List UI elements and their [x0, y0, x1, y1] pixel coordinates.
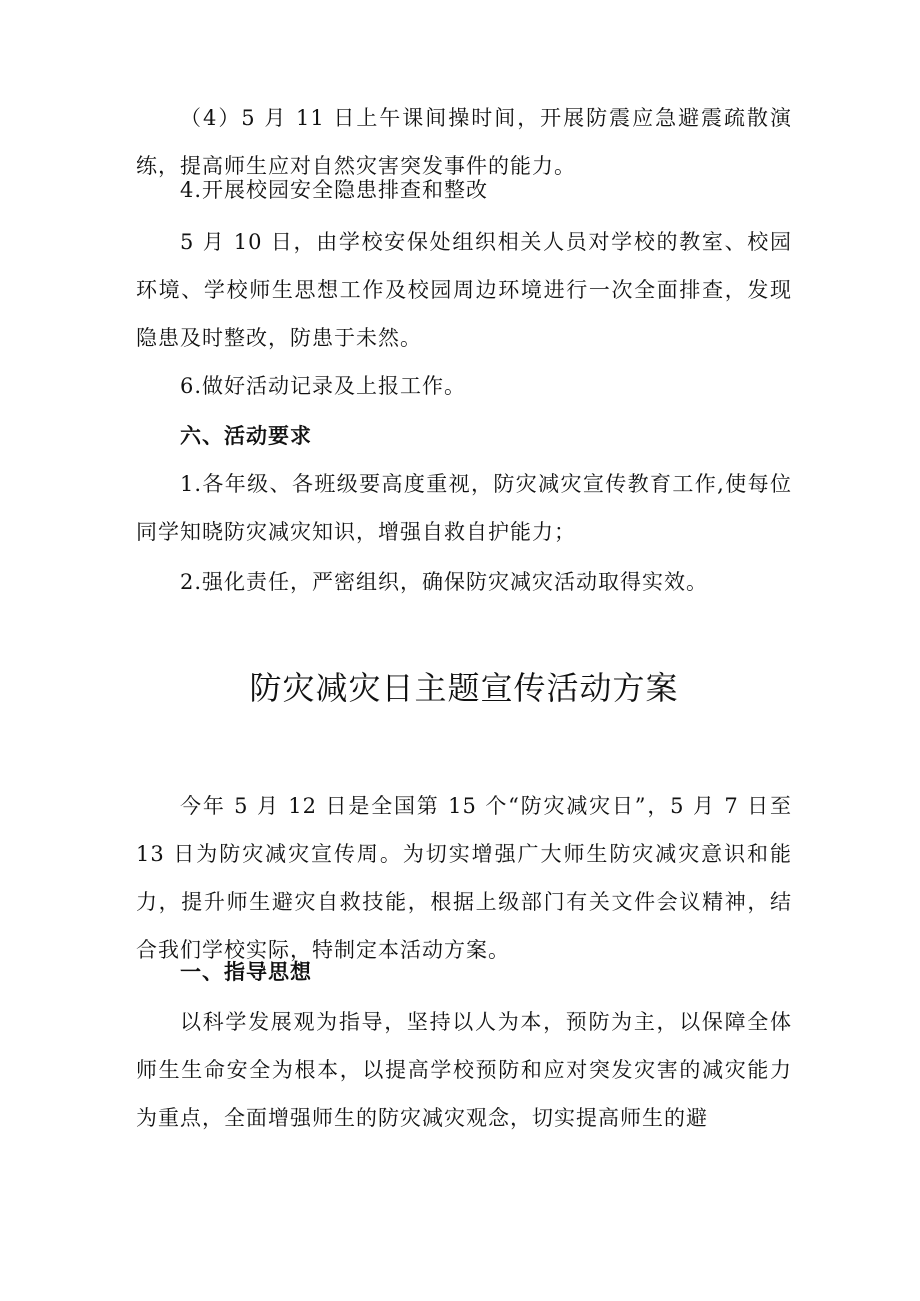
- section-1-heading: 一、指导思想: [180, 960, 312, 984]
- paragraph-inspection: 5 月 10 日，由学校安保处组织相关人员对学校的教室、校园环境、学校师生思想工作及校园周边环境进行一次全面排查，发现隐患及时整改，防患于未然。: [136, 230, 792, 350]
- section-6-heading: 六、活动要求: [180, 424, 312, 448]
- requirement-1: 1.各年级、各班级要高度重视，防灾减灾宣传教育工作,使每位同学知晓防灾减灾知识，增强自救自护能力；: [136, 472, 792, 544]
- item-4-heading: 4.开展校园安全隐患排查和整改: [180, 178, 489, 202]
- intro-paragraph: 今年 5 月 12 日是全国第 15 个“防灾减灾日”，5 月 7 日至 13 日为防灾减灾宣传周。为切实增强广大师生防灾减灾意识和能力，提升师生避灾自救技能，根据上级部门有关文件会议精神，结合我们学校实际，特制定本活动方案。: [136, 794, 792, 962]
- paragraph-drill: （4）5 月 11 日上午课间操时间，开展防震应急避震疏散演练，提高师生应对自然灾害突发事件的能力。: [136, 106, 792, 178]
- requirement-2: 2.强化责任，严密组织，确保防灾减灾活动取得实效。: [180, 570, 709, 594]
- page-title: 防灾减灾日主题宣传活动方案: [249, 669, 679, 707]
- item-6: 6.做好活动记录及上报工作。: [180, 374, 467, 398]
- guiding-paragraph: 以科学发展观为指导，坚持以人为本，预防为主，以保障全体师生生命安全为根本，以提高学校预防和应对突发灾害的减灾能力为重点，全面增强师生的防灾减灾观念，切实提高师生的避: [136, 1010, 792, 1130]
